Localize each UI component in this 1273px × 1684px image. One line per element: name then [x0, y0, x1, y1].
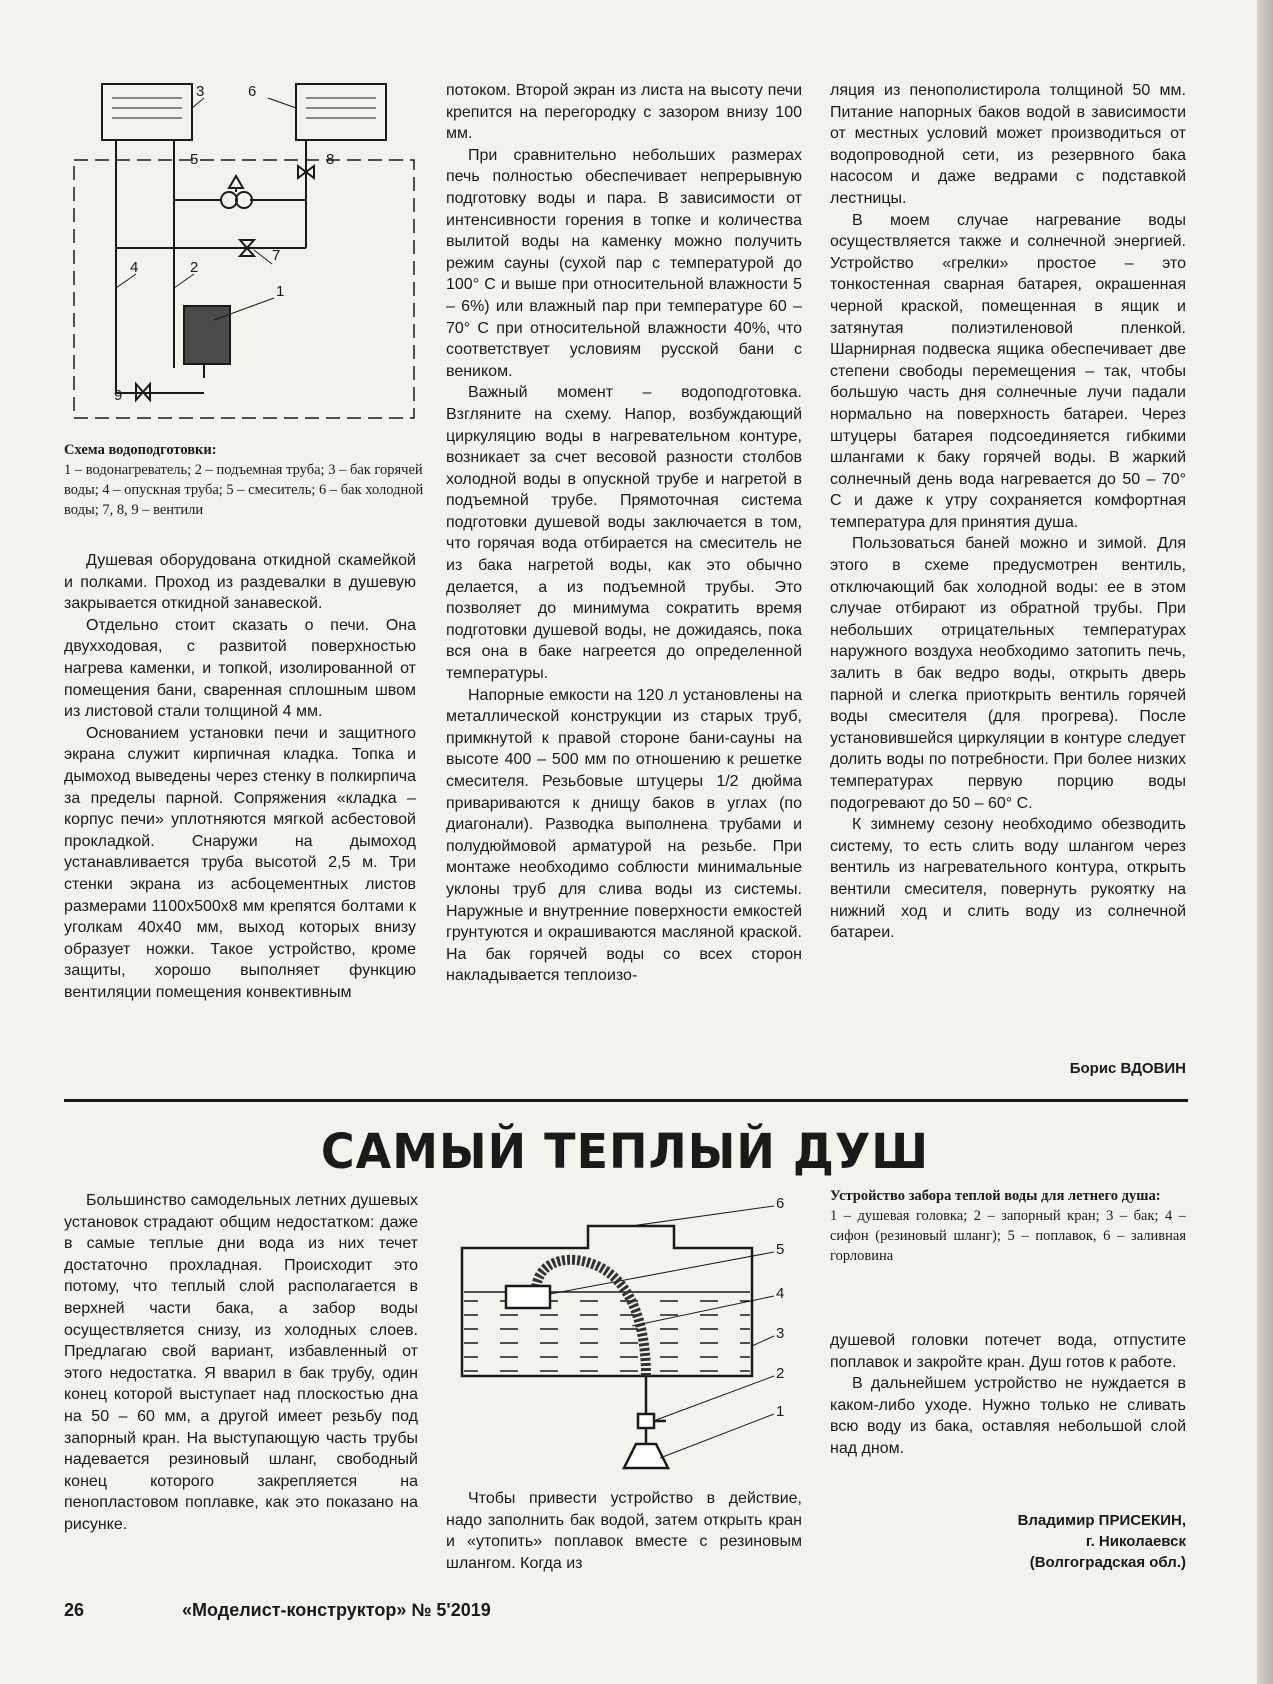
- article1-column-2: [446, 80, 802, 987]
- figure-label-6: 6: [776, 1196, 785, 1212]
- diagram-label-9: 9: [114, 387, 123, 404]
- paragraph: В моем случае нагревание воды осуществляется также и солнечной энергией. Устройство «грелки» простое – это тонкостенная сварная батарея, окрашенная черной краской, помещенная в ящик и затянутая полиэтиленовой пленкой. Шарнирная подвеска ящика обеспечивает две степени свободы перемещения – так, чтобы большую часть дня солнечные лучи падали нормально на поверхность батареи. Через штуцеры батарея подсоединяется гибкими шлангами к баку горячей воды. В жаркий солнечный день вода нагревается до 50 – 70° С и даже к утру сохраняется комфортная температура для принятия душа.: [830, 211, 1186, 531]
- page-number: 26: [64, 1600, 85, 1620]
- paragraph: потоком. Второй экран из листа на высоту печи крепится на перегородку с зазором внизу 100 мм.: [446, 82, 802, 143]
- figure-label-4: 4: [776, 1285, 785, 1302]
- paragraph: Чтобы привести устройство в действие, надо заполнить бак водой, затем открыть кран и «утопить» поплавок вместе с резиновым шлангом. Когда из: [446, 1490, 802, 1572]
- diagram-label-4: 4: [130, 259, 139, 276]
- paragraph: Напорные емкости на 120 л установлены на металлической конструкции из старых труб, примкнутой к правой стороне бани-сауны на высоте 400 – 500 мм по отношению к решетке смесителя. Резьбовые штуцеры 1/2 дюйма привариваются к днищу баков в углах (по диагонали). Разводка выполнена трубами и полудюймовой арматурой на резьбе. При монтаже необходимо соблюсти минимальные уклоны труб для слива воды из системы. Наружные и внутренние поверхности емкостей грунтуются и окрашиваются масляной краской. На бак горячей воды со всех сторон накладывается теплоизо-: [446, 686, 802, 985]
- diagram-label-6: 6: [248, 83, 257, 100]
- paragraph: При сравнительно небольших размерах печь полностью обеспечивает непрерывную подготовку воды и пара. В зависимости от интенсивности горения в топке и количества вылитой воды на каменку можно получить режим сауны (сухой пар с температурой до 100° С и выше при относительной влажности 5 – 6%) или влажный пар при температуре 60 – 70° С при относительной влажности 40%, что соответствует условиям русской бани с веником.: [446, 146, 802, 380]
- paragraph: К зимнему сезону необходимо обезводить систему, то есть слить воду шлангом через вентиль из нагревательного контура, открыть вентили смесителя, повернуть рукоятку на нижний ход и слить воду из солнечной батареи.: [830, 816, 1186, 942]
- article2-column-1: [64, 1190, 418, 1536]
- scheme-caption-title: Схема водоподготовки:: [64, 442, 217, 458]
- article2-title: САМЫЙ ТЕПЛЫЙ ДУШ: [320, 1122, 930, 1180]
- paragraph: Пользоваться баней можно и зимой. Для этого в схеме предусмотрен вентиль, отключающий бак холодной воды: ее в этом случае отбирают из обратной трубы. При небольших отрицательных температурах наружного воздуха необходимо затопить печь, залить в бак ведро воды, открыть дверь парной и слегка приоткрыть вентиль горячей воды смесителя (для прогрева). После установившейся циркуляции в контуре следует долить воды по потребности. При более низких температурах первую порцию воды подогревают до 50 – 60° С.: [830, 535, 1186, 812]
- scheme-caption-body: 1 – водонагреватель; 2 – подъемная труба; 3 – бак горячей воды; 4 – опускная труба; 5 – смеситель; 6 – бак холодной воды; 7, 8, 9 – вентили: [64, 462, 424, 518]
- page-edge: [1257, 0, 1273, 1684]
- diagram-label-2: 2: [190, 259, 199, 276]
- shower-caption-body: 1 – душевая головка; 2 – запорный кран; 3 – бак; 4 – сифон (резиновый шланг); 5 – поплавок, 6 – заливная горловина: [830, 1208, 1186, 1264]
- section-divider: [64, 1099, 1188, 1102]
- figure-label-3: 3: [776, 1325, 785, 1342]
- paragraph: В дальнейшем устройство не нуждается в каком-либо уходе. Нужно только не сливать всю воду из бака, оставляя небольшой слой над дном.: [830, 1375, 1186, 1457]
- figure-label-5: 5: [776, 1241, 785, 1258]
- paragraph: ляция из пенополистирола толщиной 50 мм. Питание напорных баков водой в зависимости от местных условий может производиться от водопроводной сети, из резервного бака насосом и даже ведрами с подставкой лестницы.: [830, 82, 1186, 207]
- figure-label-1: 1: [776, 1403, 785, 1420]
- paragraph: Важный момент – водоподготовка. Взгляните на схему. Напор, возбуждающий циркуляцию воды в нагревательном контуре, возникает за счет весовой разности столбов холодной воды в опускной трубе и нагретой в подъемной трубе. Прямоточная система подготовки душевой воды заключается в том, что горячая вода отбирается на смеситель не из бака нагретой воды, как это обычно делается, а из подъемной трубы. Это позволяет до минимума сократить время подготовки душевой воды, не дожидаясь, пока вся она в баке нагреется до определенной температуры.: [446, 384, 802, 683]
- diagram-label-3: 3: [196, 83, 205, 100]
- warm-shower-diagram: [456, 1196, 796, 1486]
- scheme-caption: [64, 440, 428, 520]
- water-scheme-diagram: [64, 78, 424, 428]
- figure-label-2: 2: [776, 1365, 785, 1382]
- paragraph: Большинство самодельных летних душевых установок страдают общим недостатком: даже в самые теплые дни вода из них течет достаточно прохладная. Происходит это потому, что теплый слой располагается в верхней части бака, а забор воды осуществляется снизу, из холодных слоев. Предлагаю свой вариант, избавленный от этого недостатка. Я вварил в бак трубу, один конец которой выступает над плоскостью дна на 50 – 60 мм, а другой имеет резьбу под запорный кран. На выступающую часть трубы надевается резиновый шланг, свободный конец которого закрепляется на пенопластовом поплавке, как это показано на рисунке.: [64, 1192, 418, 1533]
- diagram-label-8: 8: [326, 151, 335, 168]
- paragraph: Душевая оборудована откидной скамейкой и полками. Проход из раздевалки в душевую закрывается откидной занавеской.: [64, 552, 416, 613]
- author-name: Владимир ПРИСЕКИН,: [1017, 1512, 1186, 1529]
- article1-column-1: [64, 550, 416, 1003]
- paragraph: Основанием установки печи и защитного экрана служит кирпичная кладка. Топка и дымоход выведены через стенку в полкирпича за пределы парной. Сопряжения «кладка – корпус печи» уплотняются мягкой асбестовой прокладкой. Снаружи на дымоход устанавливается труба высотой 2,5 м. Три стенки экрана из асбоцементных листов размерами 1100х500х8 мм крепятся болтами к уголкам 40х40 мм, выход которых внизу образует ножки. Такое устройство, кроме защиты, хорошо выполняет функцию вентиляции помещения конвективным: [64, 724, 416, 1001]
- author-city: г. Николаевск: [1085, 1533, 1186, 1550]
- article2-column-3: [830, 1330, 1186, 1460]
- shower-caption-title: Устройство забора теплой воды для летнего душа:: [830, 1188, 1161, 1204]
- paragraph: душевой головки потечет вода, отпустите поплавок и закройте кран. Душ готов к работе.: [830, 1332, 1186, 1371]
- diagram-label-7: 7: [272, 247, 281, 264]
- article1-column-3: [830, 80, 1186, 944]
- article2-author: [830, 1510, 1186, 1573]
- diagram-label-5: 5: [190, 151, 199, 168]
- diagram-label-1: 1: [276, 283, 285, 300]
- journal-name: «Моделист-конструктор» № 5'2019: [182, 1600, 491, 1620]
- shower-caption: [830, 1186, 1186, 1266]
- article2-column-2: [446, 1488, 802, 1574]
- article1-author: Борис ВДОВИН: [1069, 1060, 1186, 1077]
- paragraph: Отдельно стоит сказать о печи. Она двухходовая, с развитой поверхностью нагрева каменки, и топкой, изолированной от помещения бани, сваренная сплошным швом из листовой стали толщиной 4 мм.: [64, 616, 416, 721]
- author-region: (Волгоградская обл.): [1029, 1554, 1186, 1571]
